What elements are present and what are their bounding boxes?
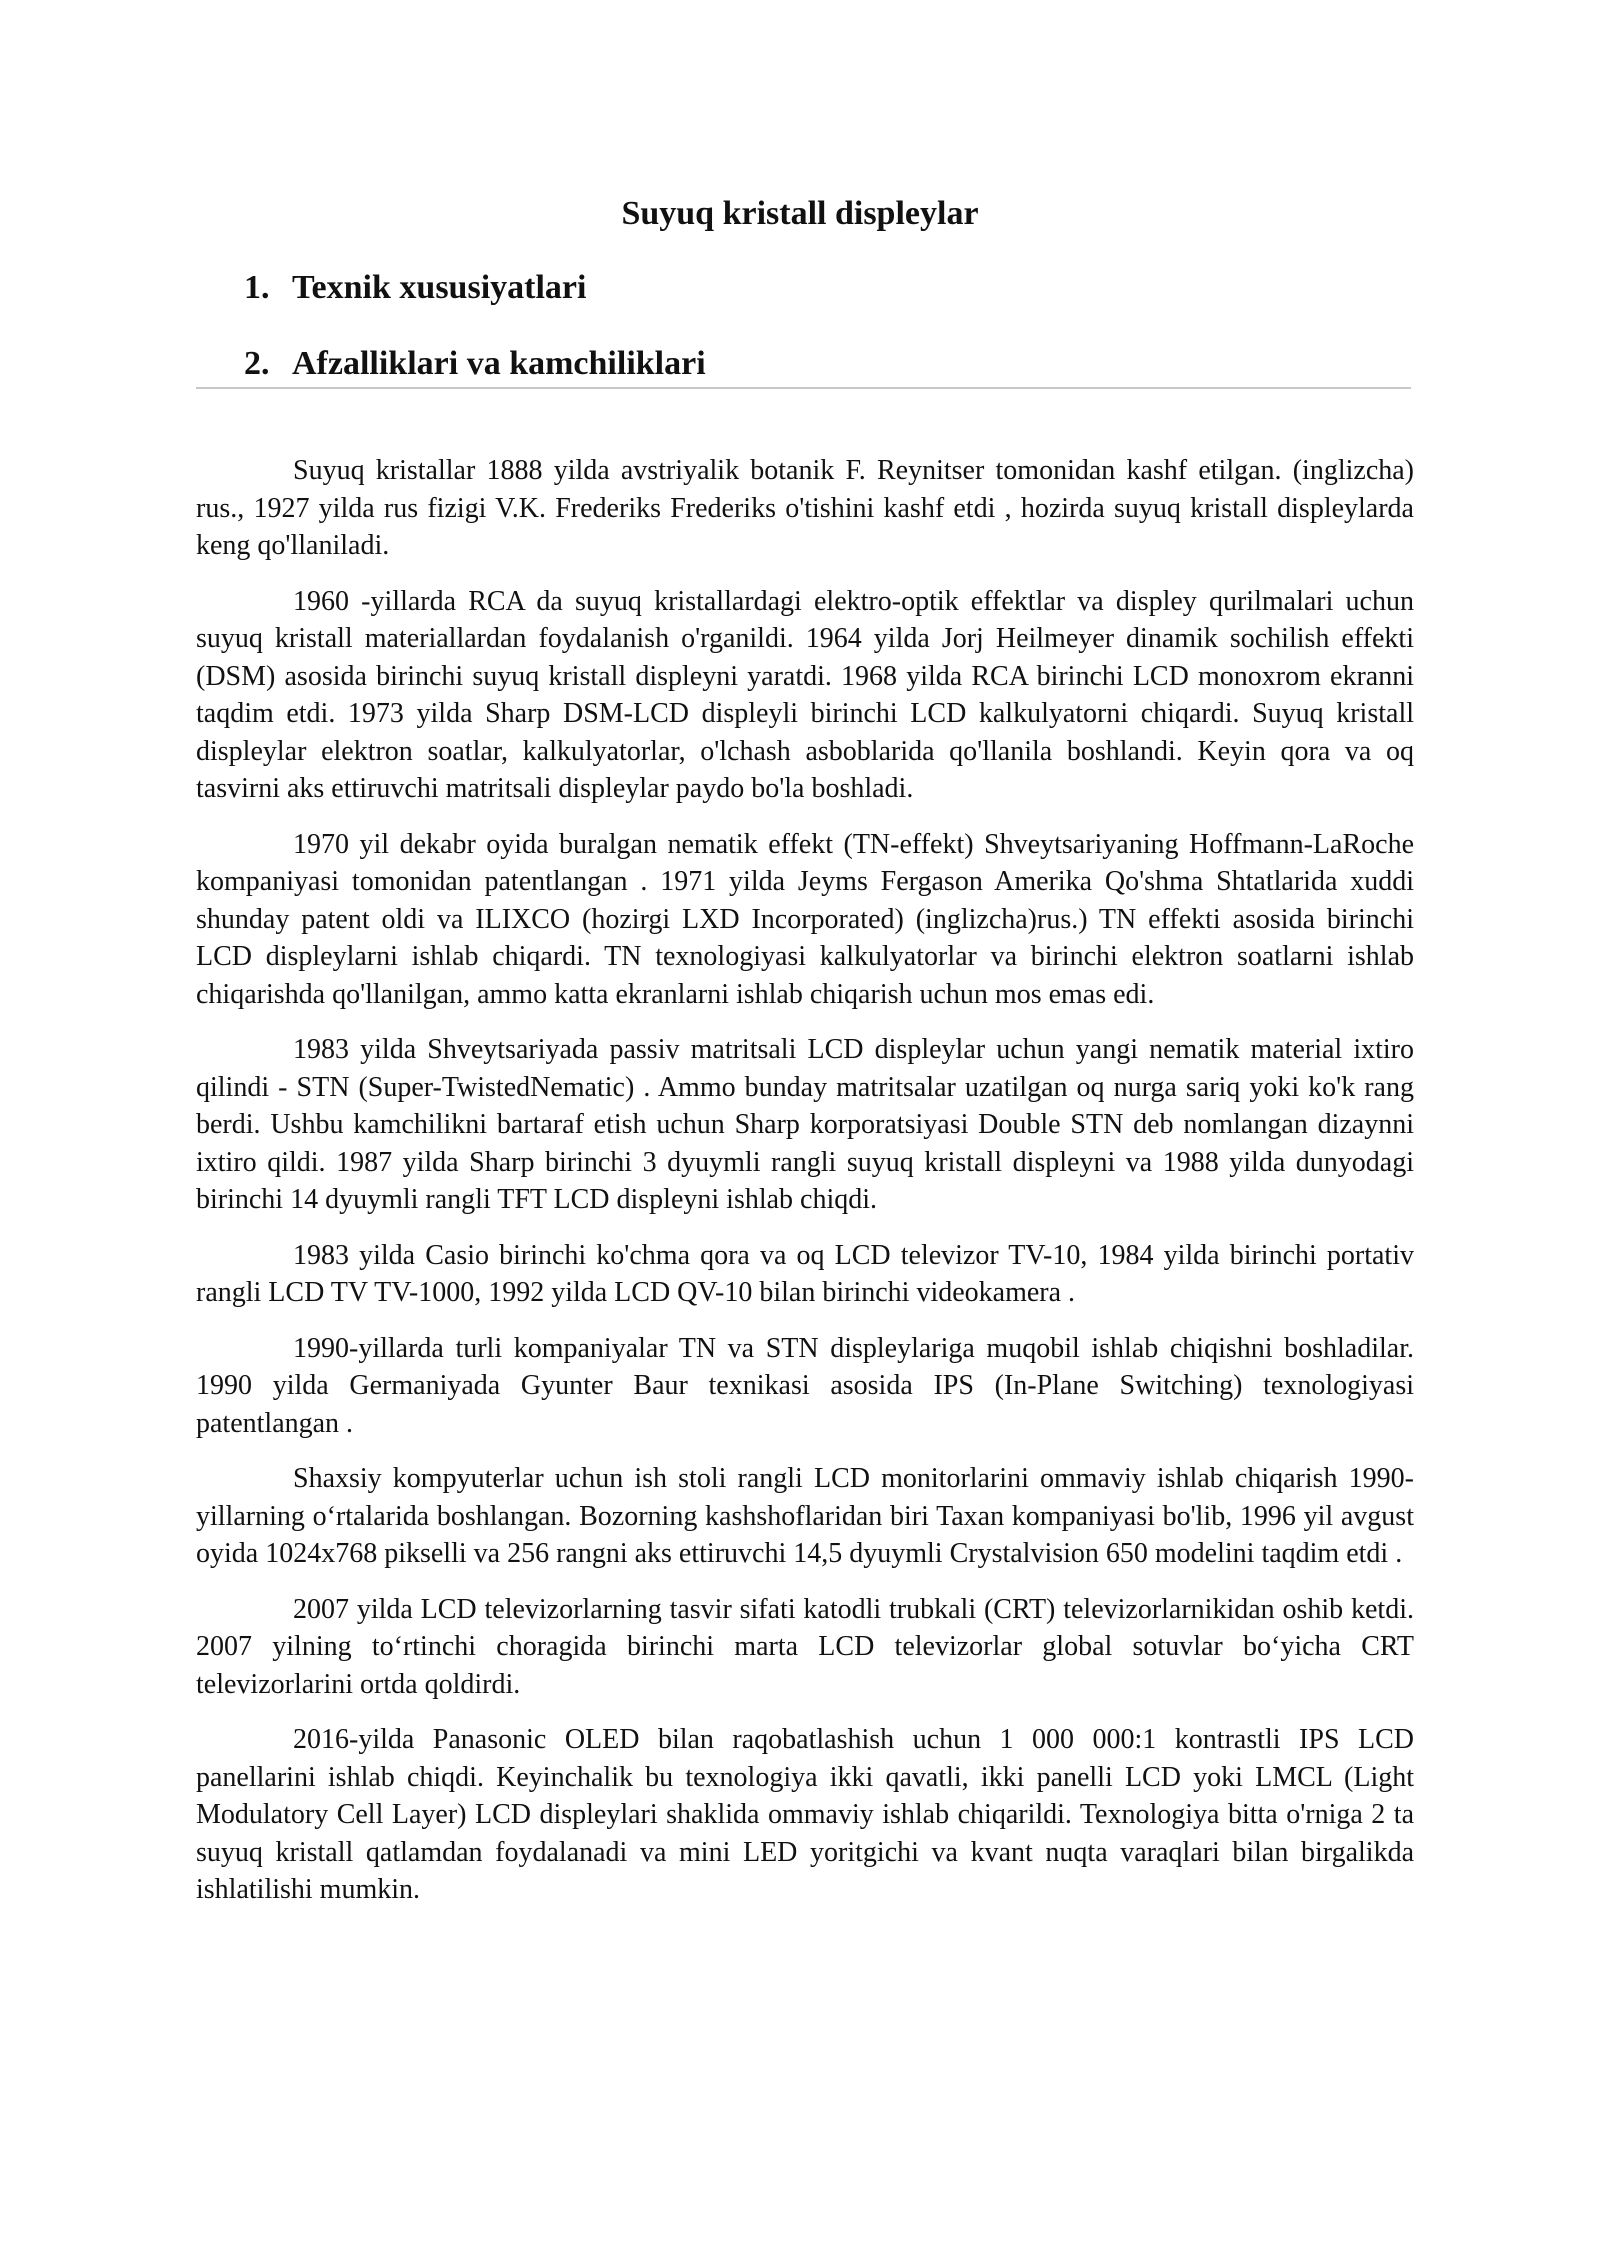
paragraph: Shaxsiy kompyuterlar uchun ish stoli rangli LCD monitorlarini ommaviy ishlab chiqarish 1990-yillarning oʻrtalarida boshlangan. Bozorning kashshoflaridan biri Taxan kompaniyasi bo'lib, 1996 yil avgust oyida 1024x768 pikselli va 256 rangni aks ettiruvchi 14,5 dyuymli Crystalvision 650 modelini taqdim etdi .: [196, 1463, 1414, 1569]
outline-list: [244, 266, 706, 418]
paragraph: 1970 yil dekabr oyida buralgan nematik effekt (TN-effekt) Shveytsariyaning Hoffmann-LaRoche kompaniyasi tomonidan patentlangan . 1971 yilda Jeyms Fergason Amerika Qo'shma Shtatlarida xuddi shunday patent oldi va ILIXCO (hozirgi LXD Incorporated) (inglizcha)rus.) TN effekti asosida birinchi LCD displeylarni ishlab chiqardi. TN texnologiyasi kalkulyatorlar va birinchi elektron soatlarni ishlab chiqarishda qo'llanilgan, ammo katta ekranlarni ishlab chiqarish uchun mos emas edi.: [196, 828, 1414, 1010]
paragraph: 2016-yilda Panasonic OLED bilan raqobatlashish uchun 1 000 000:1 kontrastli IPS LCD panellarini ishlab chiqdi. Keyinchalik bu texnologiya ikki qavatli, ikki panelli LCD yoki LMCL (Light Modulatory Cell Layer) LCD displeylari shaklida ommaviy ishlab chiqarildi. Texnologiya bitta o'rniga 2 ta suyuq kristall qatlamdan foydalanadi va mini LED yoritgichi va kvant nuqta varaqlari bilan birgalikda ishlatilishi mumkin.: [196, 1724, 1414, 1905]
outline-item-text: Afzalliklari va kamchiliklari: [292, 345, 706, 382]
paragraph: 2007 yilda LCD televizorlarning tasvir sifati katodli trubkali (CRT) televizorlarnikidan oshib ketdi. 2007 yilning toʻrtinchi choragida birinchi marta LCD televizorlar global sotuvlar boʻyicha CRT televizorlarini ortda qoldirdi.: [196, 1593, 1414, 1700]
outline-item-number: 2.: [244, 345, 270, 382]
paragraph: 1960 -yillarda RCA da suyuq kristallardagi elektro-optik effektlar va displey qurilmalari uchun suyuq kristall materiallardan foydalanish o'rganildi. 1964 yilda Jorj Heilmeyer dinamik sochilish effekti (DSM) asosida birinchi suyuq kristall displeyni yaratdi. 1968 yilda RCA birinchi LCD monoxrom ekranni taqdim etdi. 1973 yilda Sharp DSM-LCD displeyli birinchi LCD kalkulyatorni chiqardi. Suyuq kristall displeylar elektron soatlar, kalkulyatorlar, o'lchash asboblarida qo'llanila boshlandi. Keyin qora va oq tasvirni aks ettiruvchi matritsali displeylar paydo bo'la boshladi.: [196, 585, 1414, 804]
outline-item: [244, 266, 706, 310]
paragraph: 1990-yillarda turli kompaniyalar TN va STN displeylariga muqobil ishlab chiqishni boshladilar. 1990 yilda Germaniyada Gyunter Baur texnikasi asosida IPS (In-Plane Switching) texnologiyasi patentlangan .: [196, 1332, 1414, 1439]
paragraph: Suyuq kristallar 1888 yilda avstriyalik botanik F. Reynitser tomonidan kashf etilgan. (inglizcha) rus., 1927 yilda rus fizigi V.K. Frederiks Frederiks o'tishini kashf etdi , hozirda suyuq kristall displeylarda keng qo'llaniladi.: [196, 455, 1414, 561]
paragraph: 1983 yilda Shveytsariyada passiv matritsali LCD displeylar uchun yangi nematik material ixtiro qilindi - STN (Super-TwistedNematic) . Ammo bunday matritsalar uzatilgan oq nurga sariq yoki ko'k rang berdi. Ushbu kamchilikni bartaraf etish uchun Sharp korporatsiyasi Double STN deb nomlangan dizaynni ixtiro qildi. 1987 yilda Sharp birinchi 3 dyuymli rangli suyuq kristall displeyni va 1988 yilda dunyodagi birinchi 14 dyuymli rangli TFT LCD displeyni ishlab chiqdi.: [196, 1034, 1414, 1215]
paragraph: 1983 yilda Casio birinchi ko'chma qora va oq LCD televizor TV-10, 1984 yilda birinchi portativ rangli LCD TV TV-1000, 1992 yilda LCD QV-10 bilan birinchi videokamera .: [196, 1239, 1414, 1308]
document-body: [196, 452, 1414, 1927]
document-title: Suyuq kristall displeylar: [621, 195, 979, 232]
horizontal-divider: [196, 387, 1411, 389]
outline-item-number: 1.: [244, 269, 270, 306]
outline-item-text: Texnik xususiyatlari: [292, 269, 587, 306]
outline-item: [244, 342, 706, 386]
